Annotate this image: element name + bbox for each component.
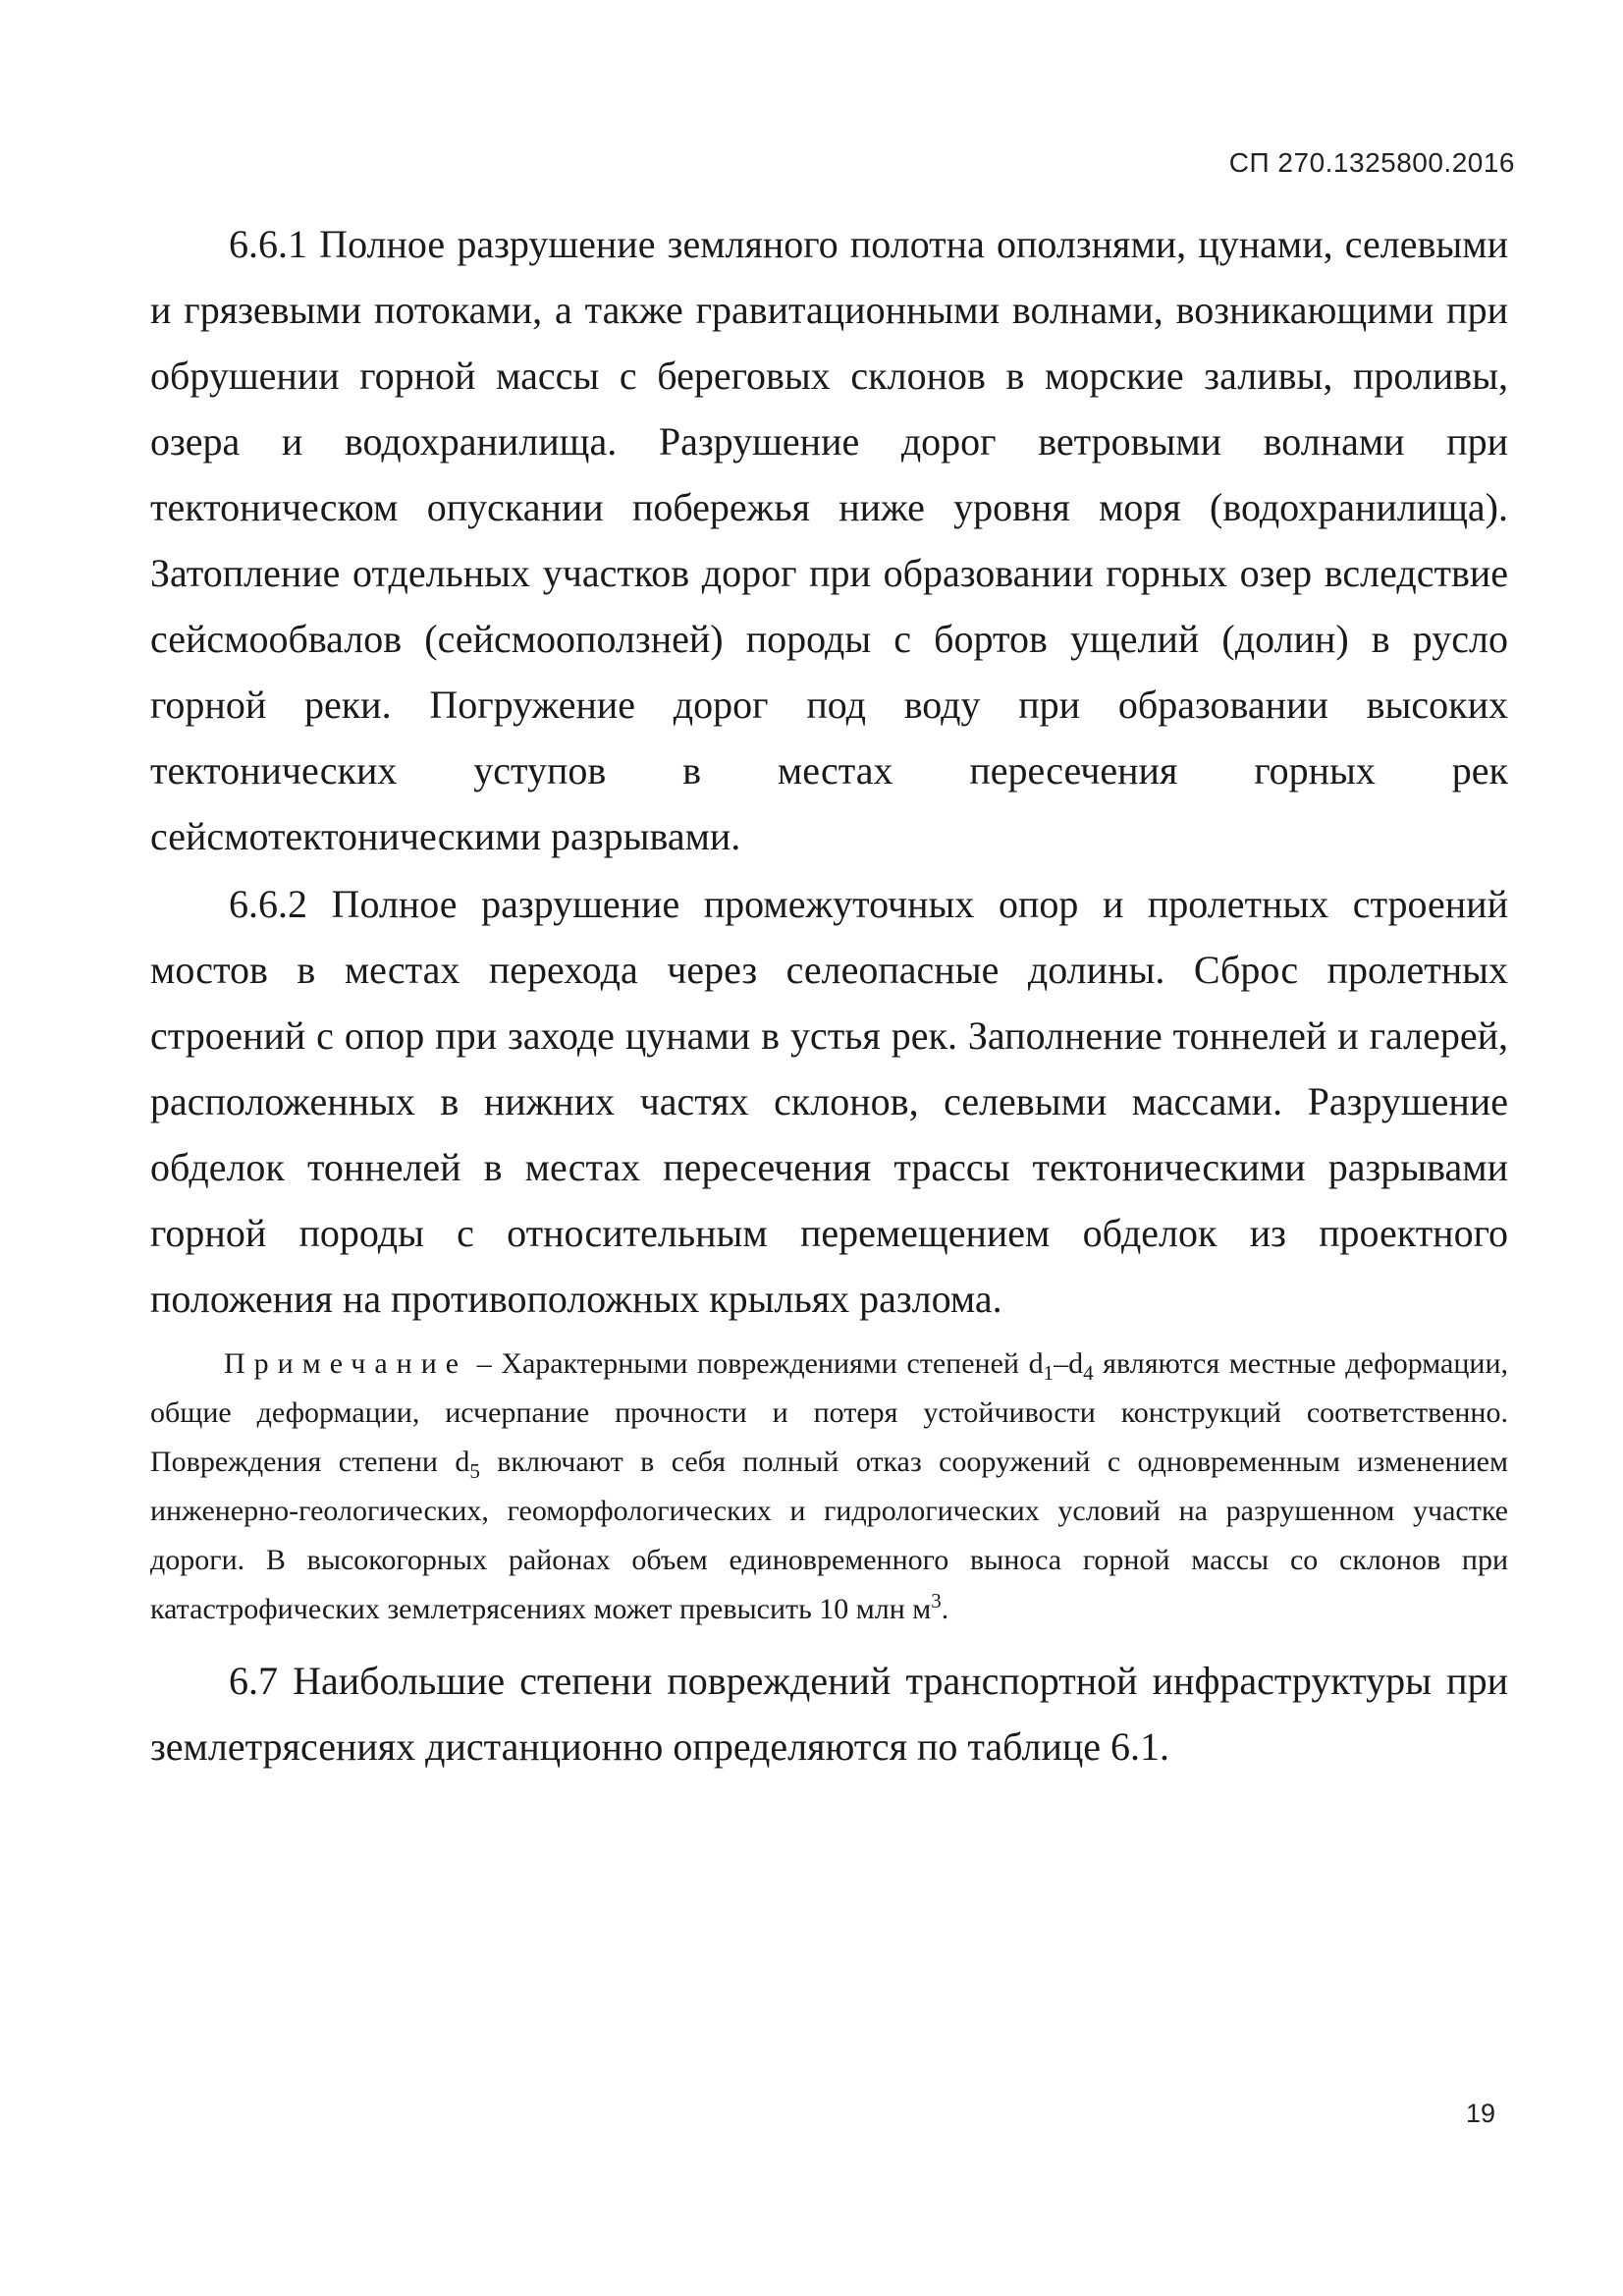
note-text-part2: –d — [1054, 1347, 1084, 1380]
note-text-part3: являются местные деформации, общие деформации, исчерпание прочности и потеря устойчивости конструкций соответственно. Повреждения степени d — [150, 1347, 1508, 1478]
note-subscript-1: 1 — [1043, 1361, 1055, 1385]
page-number: 19 — [1465, 2099, 1495, 2128]
note-subscript-4: 4 — [1083, 1361, 1094, 1385]
note-text-part4: включают в себя полный отказ сооружений с одновременным изменением инженерно-геологических, геоморфологических и гидрологических условий на разрушенном участке дороги. В высокогорных районах объем единовременного выноса горной массы со склонов при катастрофических землетрясениях может превысить 10 млн м — [150, 1446, 1508, 1625]
paragraph-6-6-1: 6.6.1 Полное разрушение земляного полотна оползнями, цунами, селевыми и грязевыми потоками, а также гравитационными волнами, возникающими при обрушении горной массы с береговых склонов в морские заливы, проливы, озера и водохранилища. Разрушение дорог ветровыми волнами при тектоническом опускании побережья ниже уровня моря (водохранилища). Затопление отдельных участков дорог при образовании горных озер вследствие сейсмообвалов (сейсмооползней) породы с бортов ущелий (долин) в русло горной реки. Погружение дорог под воду при образовании высоких тектонических уступов в местах пересечения горных рек сейсмотектоническими разрывами. — [150, 222, 1508, 858]
note-label: Примечание — [224, 1347, 468, 1380]
note-superscript-3: 3 — [931, 1589, 942, 1613]
note-subscript-5: 5 — [469, 1459, 480, 1483]
document-body — [150, 211, 1508, 1781]
note-text-part5: . — [941, 1593, 949, 1625]
note-text-part1: Характерными повреждениями степеней d — [501, 1347, 1044, 1380]
note-block — [150, 1339, 1508, 1634]
paragraph-6-7: 6.7 Наибольшие степени повреждений транспортной инфраструктуры при землетрясениях дистанционно определяются по таблице 6.1. — [150, 1659, 1508, 1769]
document-code: СП 270.1325800.2016 — [1228, 147, 1515, 178]
note-dash: – — [467, 1347, 502, 1380]
paragraph-6-6-2: 6.6.2 Полное разрушение промежуточных опор и пролетных строений мостов в местах перехода через селеопасные долины. Сброс пролетных строений с опор при заходе цунами в устья рек. Заполнение тоннелей и галерей, расположенных в нижних частях склонов, селевыми массами. Разрушение обделок тоннелей в местах пересечения трассы тектоническими разрывами горной породы с относительным перемещением обделок из проектного положения на противоположных крыльях разлома. — [150, 882, 1508, 1321]
